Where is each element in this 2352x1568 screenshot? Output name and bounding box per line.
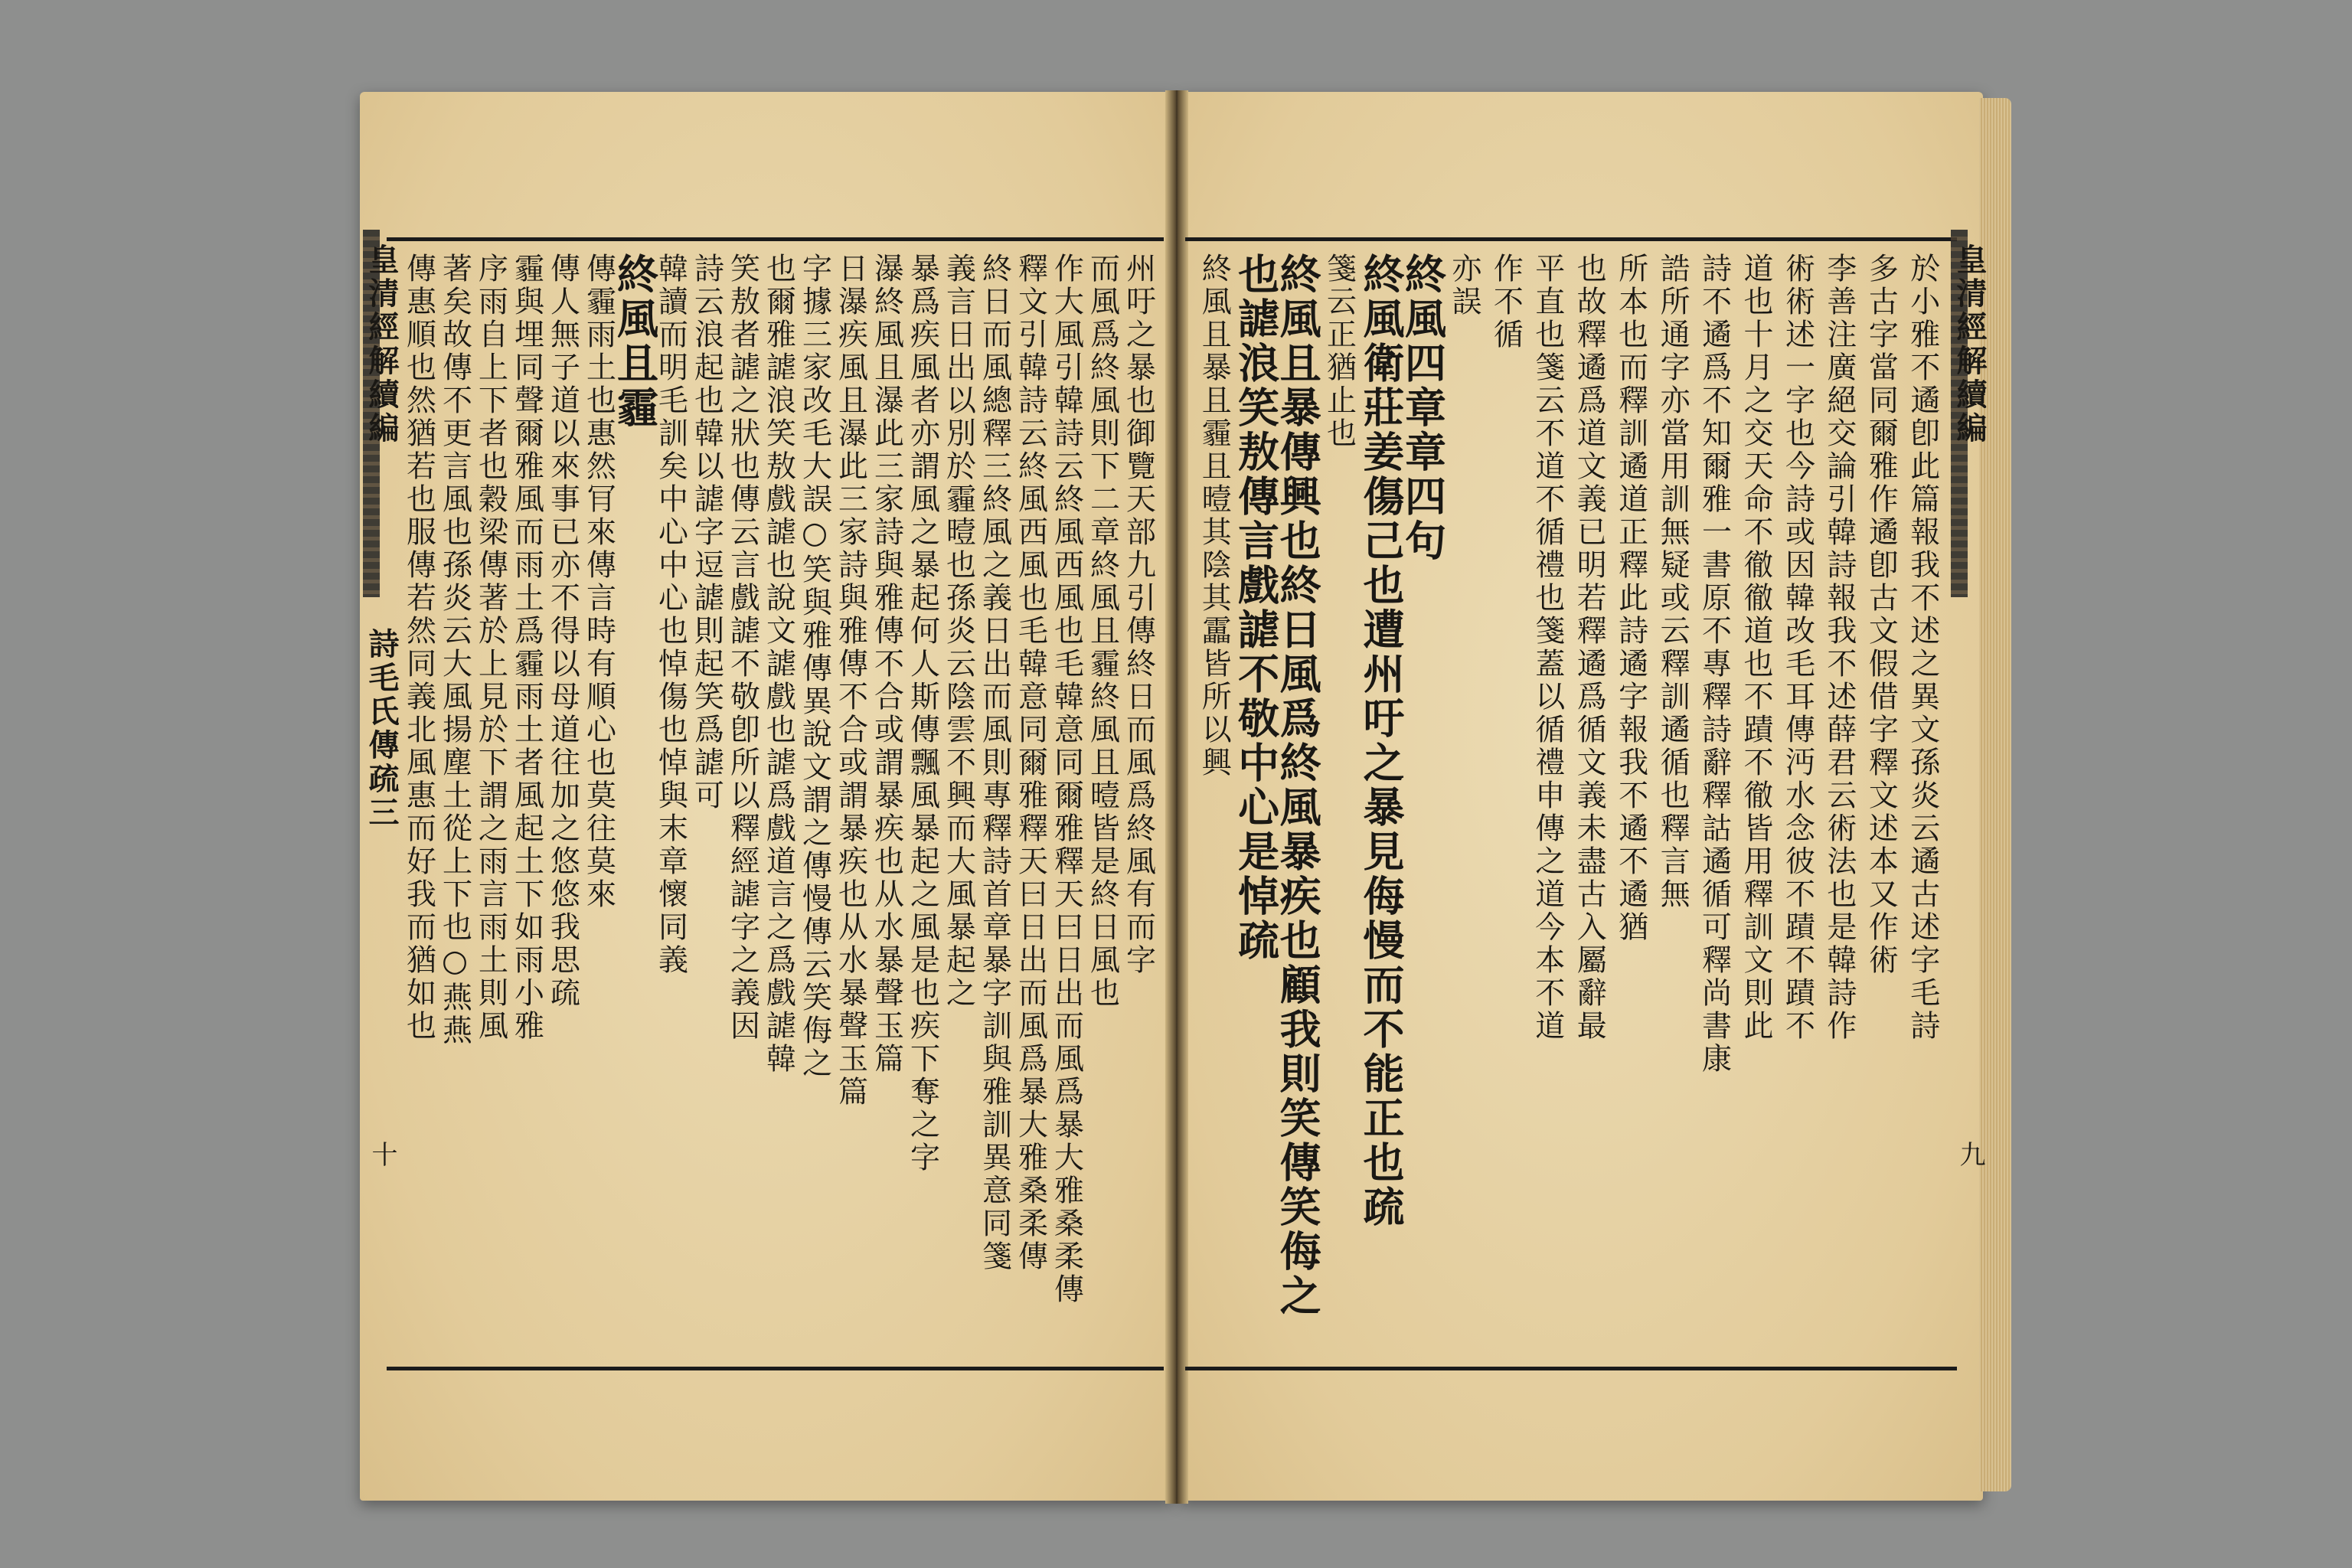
right-column-14: 箋云正猶止也 bbox=[1321, 253, 1357, 450]
left-column-10: 也爾雅謔浪笑敖戲謔也說文謔戲也謔爲戲道言之爲戲謔韓 bbox=[761, 253, 796, 1076]
right-folio: 九 bbox=[1955, 1141, 1985, 1170]
left-column-16: 傳人無子道以來事已亦不得以母道往加之悠悠我思疏 bbox=[545, 253, 580, 1010]
left-folio: 十 bbox=[367, 1141, 397, 1170]
right-column-7: 所本也而釋訓遹道正釋此詩遹字報我不遹不遹猶 bbox=[1613, 253, 1648, 944]
right-column-3: 術術述一字也今詩或因韓改毛耳傳沔水念彼不蹟不蹟不 bbox=[1780, 253, 1815, 1043]
right-column-6: 誥所通字亦當用訓無疑或云釋訓遹循也釋言無 bbox=[1655, 253, 1690, 911]
left-column-1: 而風爲終風則下二章終風且霾終風且曀皆是終日風也 bbox=[1085, 253, 1120, 1010]
right-column-13: 終風衛莊姜傷己也遭州吁之暴見侮慢而不能正也疏 bbox=[1357, 253, 1406, 1230]
right-column-11: 亦誤 bbox=[1446, 253, 1481, 318]
right-column-9: 平直也箋云不道不循禮也箋蓋以循禮申傳之道今本不道 bbox=[1530, 253, 1565, 1043]
left-column-6: 暴爲疾風者亦謂風之暴起何人斯傳飄風暴起之風是也疾下奪之字 bbox=[905, 253, 940, 1174]
left-column-19: 著矣故傳不更言風也孫炎云大風揚塵土從上下也○燕燕 bbox=[437, 253, 472, 1047]
left-column-5: 義言日出以別於霾曀也孫炎云陰雲不興而大風暴起之 bbox=[941, 253, 976, 1010]
left-column-20: 傳惠順也然猶若也服傳若然同義北風惠而好我而猶如也 bbox=[401, 253, 436, 1043]
right-column-12: 終風四章章四句 bbox=[1398, 253, 1448, 564]
left-column-2: 作大風引韓詩云終風西風也毛韓意同爾雅釋天曰日出而風爲暴大雅桑柔傳 bbox=[1049, 253, 1084, 1306]
right-column-8: 也故釋遹爲道文義已明若釋遹爲循文義未盡古入屬辭最 bbox=[1572, 253, 1607, 1043]
right-column-0: 於小雅不遹卽此篇報我不述之異文孫炎云遹古述字毛詩 bbox=[1905, 253, 1940, 1043]
right-column-1: 多古字當同爾雅作遹卽古文假借字釋文述本又作術 bbox=[1864, 253, 1899, 977]
left-subheader: 詩毛氏傳疏三 bbox=[364, 628, 400, 830]
left-column-8: 日瀑疾風且瀑此三家詩與雅傳不合或謂暴疾也从水暴聲玉篇 bbox=[833, 253, 868, 1109]
right-column-10: 作不循 bbox=[1488, 253, 1524, 351]
left-column-13: 韓讀而明毛訓矣中心中心也悼傷也悼與末章懷同義 bbox=[653, 253, 688, 977]
left-column-14: 終風且霾 bbox=[610, 253, 660, 430]
left-header: 皇清經解續編 bbox=[364, 243, 400, 446]
left-column-12: 詩云浪起也韓以謔字逗謔則起笑爲謔可 bbox=[689, 253, 724, 812]
left-column-9: 字據三家改毛大誤○笑與雅傳異說文謂之傳慢傳云笑侮之 bbox=[797, 253, 832, 1080]
right-column-2: 李善注廣絕交論引韓詩報我不述薛君云術法也是韓詩作 bbox=[1821, 253, 1857, 1043]
right-column-16: 也謔浪笑敖傳言戲謔不敬中心是悼疏 bbox=[1231, 253, 1281, 963]
left-column-15: 傳霾雨土也惠然肎來傳言時有順心也莫往莫來 bbox=[581, 253, 616, 911]
left-column-3: 釋文引韓詩云終風西風也毛韓意同爾雅釋天曰日出而風爲暴大雅桑柔傳 bbox=[1013, 253, 1048, 1273]
left-column-7: 瀑終風且瀑此三家詩與雅傳不合或謂暴疾也从水暴聲玉篇 bbox=[869, 253, 904, 1076]
right-column-4: 道也十月之交天命不徹徹道也不蹟不徹皆用釋訓文則此 bbox=[1739, 253, 1773, 1043]
left-column-0: 州吁之暴也御覽天部九引傳終日而風爲終風有而字 bbox=[1121, 253, 1156, 977]
left-column-4: 終日而風總釋三終風之義日出而風則專釋詩首章暴字訓與雅訓異意同箋 bbox=[977, 253, 1012, 1273]
right-column-17: 終風且暴且霾且曀其陰其靁皆所以興 bbox=[1197, 253, 1232, 779]
left-column-11: 笑敖者謔之狀也傳云言戲謔不敬卽所以釋經謔字之義因 bbox=[725, 253, 760, 1043]
right-column-5: 詩不遹爲不知爾雅一書原不專釋詩辭釋詁遹循可釋尚書康 bbox=[1697, 253, 1732, 1076]
left-column-18: 序雨自上下者也穀梁傳著於上見於下謂之雨言雨土則風 bbox=[473, 253, 508, 1043]
left-column-17: 霾與埋同聲爾雅風而雨土爲霾雨土者風起土下如雨小雅 bbox=[509, 253, 544, 1043]
right-column-15: 終風且暴傳興也終日風爲終風暴疾也顧我則笑傳笑侮之 bbox=[1273, 253, 1323, 1318]
right-header: 皇清經解續編 bbox=[1952, 243, 1988, 446]
